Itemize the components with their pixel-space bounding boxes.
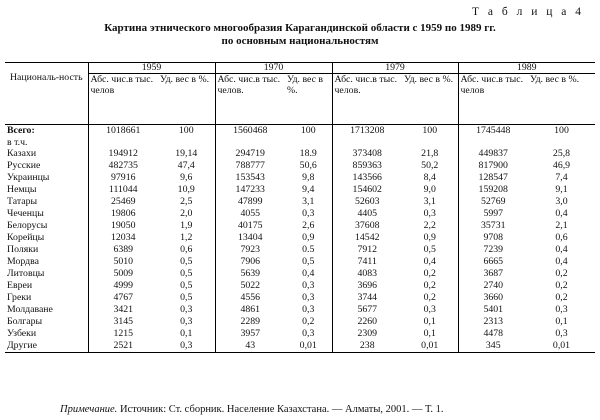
abs-count-cell: 52603 [332, 196, 402, 208]
share-percent-cell: 0,6 [180, 244, 193, 255]
share-percent-cell: 0,3 [302, 280, 315, 291]
year-header-1979: 1979 [332, 63, 458, 74]
share-percent-cell: 0,6 [555, 232, 568, 243]
including-row [5, 137, 595, 148]
share-percent-cell: 0,3 [180, 316, 193, 327]
abs-count-cell: 449837 [458, 148, 528, 160]
share-percent-cell: 3,0 [555, 196, 568, 207]
abs-count-cell: 2313 [458, 316, 528, 328]
abs-count-cell: 3744 [332, 292, 402, 304]
share-percent-cell: 100 [554, 125, 569, 136]
abs-count-cell: 3660 [458, 292, 528, 304]
abs-count-cell: 5401 [458, 304, 528, 316]
abs-count-cell: 4861 [215, 304, 285, 316]
share-percent-cell: 46,9 [552, 160, 571, 171]
note-text: Источник: Ст. сборник. Население Казахстана. — Алматы, 2001. — Т. 1. [117, 404, 444, 415]
share-percent-cell: 0,1 [423, 328, 436, 339]
share-percent-cell: 0,9 [423, 232, 436, 243]
nationality-name: Евреи [7, 280, 33, 291]
table-row [5, 148, 595, 160]
abs-count-cell: 3421 [88, 304, 158, 316]
abs-count-header: Абс. чис.в тыс. челов. [332, 74, 402, 125]
abs-count-cell: 13404 [215, 232, 285, 244]
share-percent-cell: 0,9 [302, 232, 315, 243]
share-percent-cell: 0,3 [555, 328, 568, 339]
abs-count-cell: 859363 [332, 160, 402, 172]
abs-count-cell: 5639 [215, 268, 285, 280]
share-percent-cell: 0,4 [555, 244, 568, 255]
share-percent-cell: 21,8 [421, 148, 439, 159]
share-percent-cell: 19,14 [175, 148, 198, 159]
share-percent-cell: 100 [422, 125, 438, 136]
abs-count-cell: 5997 [458, 208, 528, 220]
abs-count-cell: 7906 [215, 256, 285, 268]
abs-count-cell: 7239 [458, 244, 528, 256]
table-note [60, 404, 444, 415]
table-row [5, 268, 595, 280]
nationality-name: Молдаване [7, 304, 53, 315]
share-percent-cell: 0,1 [423, 316, 436, 327]
abs-count-cell: 482735 [88, 160, 158, 172]
share-percent-cell: 50,2 [421, 160, 439, 171]
abs-count-cell: 111044 [88, 184, 158, 196]
table-title [0, 22, 600, 48]
abs-count-header: Абс. чис.в тыс. челов. [215, 74, 285, 125]
abs-count-cell: 345 [458, 340, 528, 353]
abs-count-cell: 2740 [458, 280, 528, 292]
abs-count-cell: 2521 [88, 340, 158, 353]
subheader-row [5, 74, 595, 125]
share-percent-header: Уд. вес в %. [530, 74, 580, 85]
abs-count-cell: 97916 [88, 172, 158, 184]
share-percent-cell: 0,3 [180, 304, 193, 315]
share-percent-cell: 9,1 [555, 184, 568, 195]
nationality-name: Мордва [7, 256, 39, 267]
abs-count-cell: 25469 [88, 196, 158, 208]
table-row [5, 340, 595, 353]
share-percent-cell: 0,3 [302, 208, 315, 219]
table-row [5, 304, 595, 316]
share-percent-cell: 0,2 [423, 280, 436, 291]
table-title-line2: по основным национальностям [221, 35, 379, 47]
abs-count-cell: 2260 [332, 316, 402, 328]
share-percent-cell: 0,3 [423, 304, 436, 315]
abs-count-cell: 2289 [215, 316, 285, 328]
share-percent-cell: 8,4 [423, 172, 436, 183]
abs-count-cell: 3687 [458, 268, 528, 280]
abs-count-cell: 159208 [458, 184, 528, 196]
nationality-name: Другие [7, 340, 37, 351]
share-percent-cell: 9,8 [302, 172, 315, 183]
share-percent-header: Уд. вес в %. [160, 74, 210, 85]
including-label: в т.ч. [7, 137, 28, 148]
share-percent-cell: 9,4 [302, 184, 315, 195]
table-row [5, 328, 595, 340]
nationality-name: Литовцы [7, 268, 45, 279]
nationality-name: Болгары [7, 316, 43, 327]
abs-count-cell: 153543 [215, 172, 285, 184]
share-percent-cell: 47,4 [177, 160, 195, 171]
nationality-name: Чеченцы [7, 208, 44, 219]
abs-count-cell: 154602 [332, 184, 402, 196]
share-percent-cell: 0,3 [302, 328, 315, 339]
abs-count-header: Абс. чис.в тыс. челов [88, 74, 158, 125]
share-percent-cell: 0,3 [423, 208, 436, 219]
abs-count-cell: 40175 [215, 220, 285, 232]
abs-count-cell: 7923 [215, 244, 285, 256]
share-percent-cell: 0,1 [180, 328, 193, 339]
abs-count-cell: 4405 [332, 208, 402, 220]
share-percent-cell: 3,1 [302, 196, 315, 207]
abs-count-cell: 7912 [332, 244, 402, 256]
table-row [5, 280, 595, 292]
abs-count-cell: 4055 [215, 208, 285, 220]
table-number-label: Т а б л и ц а 4 [471, 6, 584, 18]
table-row [5, 316, 595, 328]
share-percent-cell: 0,3 [180, 340, 193, 351]
share-percent-cell: 0,4 [555, 208, 568, 219]
share-percent-cell: 50,6 [299, 160, 317, 171]
share-percent-cell: 0,4 [423, 256, 436, 267]
nationality-name: Казахи [7, 148, 37, 159]
abs-count-cell: 4478 [458, 328, 528, 340]
nationality-name: Татары [7, 196, 38, 207]
abs-count-cell: 7411 [332, 256, 402, 268]
abs-count-cell: 4767 [88, 292, 158, 304]
abs-count-cell: 3957 [215, 328, 285, 340]
abs-count-cell: 6665 [458, 256, 528, 268]
abs-count-cell: 4083 [332, 268, 402, 280]
abs-count-cell: 52769 [458, 196, 528, 208]
share-percent-cell: 3,1 [423, 196, 436, 207]
share-percent-header: Уд. вес в %. [404, 74, 454, 85]
share-percent-cell: 10,9 [177, 184, 195, 195]
abs-count-cell: 19806 [88, 208, 158, 220]
abs-count-cell: 37608 [332, 220, 402, 232]
share-percent-cell: 9,0 [423, 184, 436, 195]
share-percent-cell: 0,5 [180, 280, 193, 291]
share-percent-cell: 2,2 [423, 220, 436, 231]
share-percent-cell: 0,01 [421, 340, 439, 351]
abs-count-cell: 5010 [88, 256, 158, 268]
table-body [5, 125, 595, 353]
share-percent-cell: 0,2 [555, 268, 568, 279]
share-percent-cell: 0,4 [302, 268, 315, 279]
share-percent-cell: 2,0 [180, 208, 193, 219]
abs-count-cell: 19050 [88, 220, 158, 232]
share-percent-cell: 100 [178, 125, 194, 136]
abs-count-cell: 12034 [88, 232, 158, 244]
share-percent-cell: 0,1 [555, 316, 568, 327]
abs-count-cell: 817900 [458, 160, 528, 172]
abs-count-cell: 294719 [215, 148, 285, 160]
nationality-name: Корейцы [7, 232, 45, 243]
abs-count-cell: 147233 [215, 184, 285, 196]
share-percent-cell: 0,2 [302, 316, 315, 327]
nationality-name: Немцы [7, 184, 37, 195]
share-percent-cell: 0,5 [180, 268, 193, 279]
table-row [5, 220, 595, 232]
nationality-statistics-table [5, 62, 595, 353]
nationality-name: Всего: [7, 125, 35, 136]
table-row [5, 160, 595, 172]
nationality-name: Греки [7, 292, 32, 303]
abs-count-header: Абс. чис.в тыс. челов [458, 74, 528, 125]
share-percent-cell: 0,01 [299, 340, 317, 351]
share-percent-cell: 0,3 [302, 292, 315, 303]
table-row [5, 196, 595, 208]
year-header-1989: 1989 [458, 63, 595, 74]
abs-count-cell: 788777 [215, 160, 285, 172]
share-percent-cell: 25,8 [552, 148, 571, 159]
abs-count-cell: 143566 [332, 172, 402, 184]
share-percent-cell: 2,5 [180, 196, 193, 207]
abs-count-cell: 128547 [458, 172, 528, 184]
total-row [5, 125, 595, 138]
share-percent-cell: 100 [300, 125, 316, 136]
table-row [5, 208, 595, 220]
share-percent-cell: 2,6 [302, 220, 315, 231]
share-percent-cell: 0,5 [180, 256, 193, 267]
share-percent-cell: 1,2 [180, 232, 193, 243]
abs-count-cell: 4999 [88, 280, 158, 292]
share-percent-cell: 0,4 [555, 256, 568, 267]
share-percent-cell: 0,2 [423, 268, 436, 279]
year-header-1970: 1970 [215, 63, 332, 74]
share-percent-cell: 0,5 [423, 244, 436, 255]
abs-count-cell: 1745448 [458, 125, 528, 138]
abs-count-cell: 3145 [88, 316, 158, 328]
table-row [5, 244, 595, 256]
abs-count-cell: 47899 [215, 196, 285, 208]
table-row [5, 232, 595, 244]
abs-count-cell: 5009 [88, 268, 158, 280]
nationality-name: Белорусы [7, 220, 48, 231]
nationality-name: Русские [7, 160, 41, 171]
share-percent-cell: 0,5 [180, 292, 193, 303]
abs-count-cell: 9708 [458, 232, 528, 244]
abs-count-cell: 1018661 [88, 125, 158, 138]
abs-count-cell: 14542 [332, 232, 402, 244]
abs-count-cell: 3696 [332, 280, 402, 292]
share-percent-cell: 18.9 [299, 148, 317, 159]
table-title-line1: Картина этнического многообразия Карагандинской области с 1959 по 1989 гг. [104, 22, 496, 34]
abs-count-cell: 6389 [88, 244, 158, 256]
share-percent-cell: 0,5 [302, 256, 315, 267]
nationality-name: Поляки [7, 244, 39, 255]
share-percent-cell: 7,4 [555, 172, 568, 183]
abs-count-cell: 1713208 [332, 125, 402, 138]
abs-count-cell: 5022 [215, 280, 285, 292]
share-percent-cell: 9,6 [180, 172, 193, 183]
year-header-row [5, 63, 595, 74]
abs-count-cell: 194912 [88, 148, 158, 160]
table-row [5, 256, 595, 268]
share-percent-cell: 0,3 [555, 304, 568, 315]
abs-count-cell: 4556 [215, 292, 285, 304]
year-header-1959: 1959 [88, 63, 215, 74]
share-percent-cell: 2,1 [555, 220, 568, 231]
abs-count-cell: 5677 [332, 304, 402, 316]
table-row [5, 172, 595, 184]
abs-count-cell: 238 [332, 340, 402, 353]
share-percent-cell: 1,9 [180, 220, 193, 231]
abs-count-cell: 2309 [332, 328, 402, 340]
abs-count-cell: 373408 [332, 148, 402, 160]
share-percent-cell: 0.5 [302, 244, 315, 255]
abs-count-cell: 1560468 [215, 125, 285, 138]
nationality-column-header: Националь-ность [5, 63, 88, 125]
share-percent-header: Уд. вес в %. [287, 74, 324, 96]
table-row [5, 292, 595, 304]
share-percent-cell: 0,2 [555, 292, 568, 303]
share-percent-cell: 0,2 [555, 280, 568, 291]
abs-count-cell: 35731 [458, 220, 528, 232]
share-percent-cell: 0,3 [302, 304, 315, 315]
nationality-name: Украинцы [7, 172, 50, 183]
share-percent-cell: 0,01 [552, 340, 571, 351]
abs-count-cell: 1215 [88, 328, 158, 340]
share-percent-cell: 0,2 [423, 292, 436, 303]
abs-count-cell: 43 [215, 340, 285, 353]
table-row [5, 184, 595, 196]
note-label: Примечание. [60, 404, 118, 415]
nationality-name: Узбеки [7, 328, 37, 339]
